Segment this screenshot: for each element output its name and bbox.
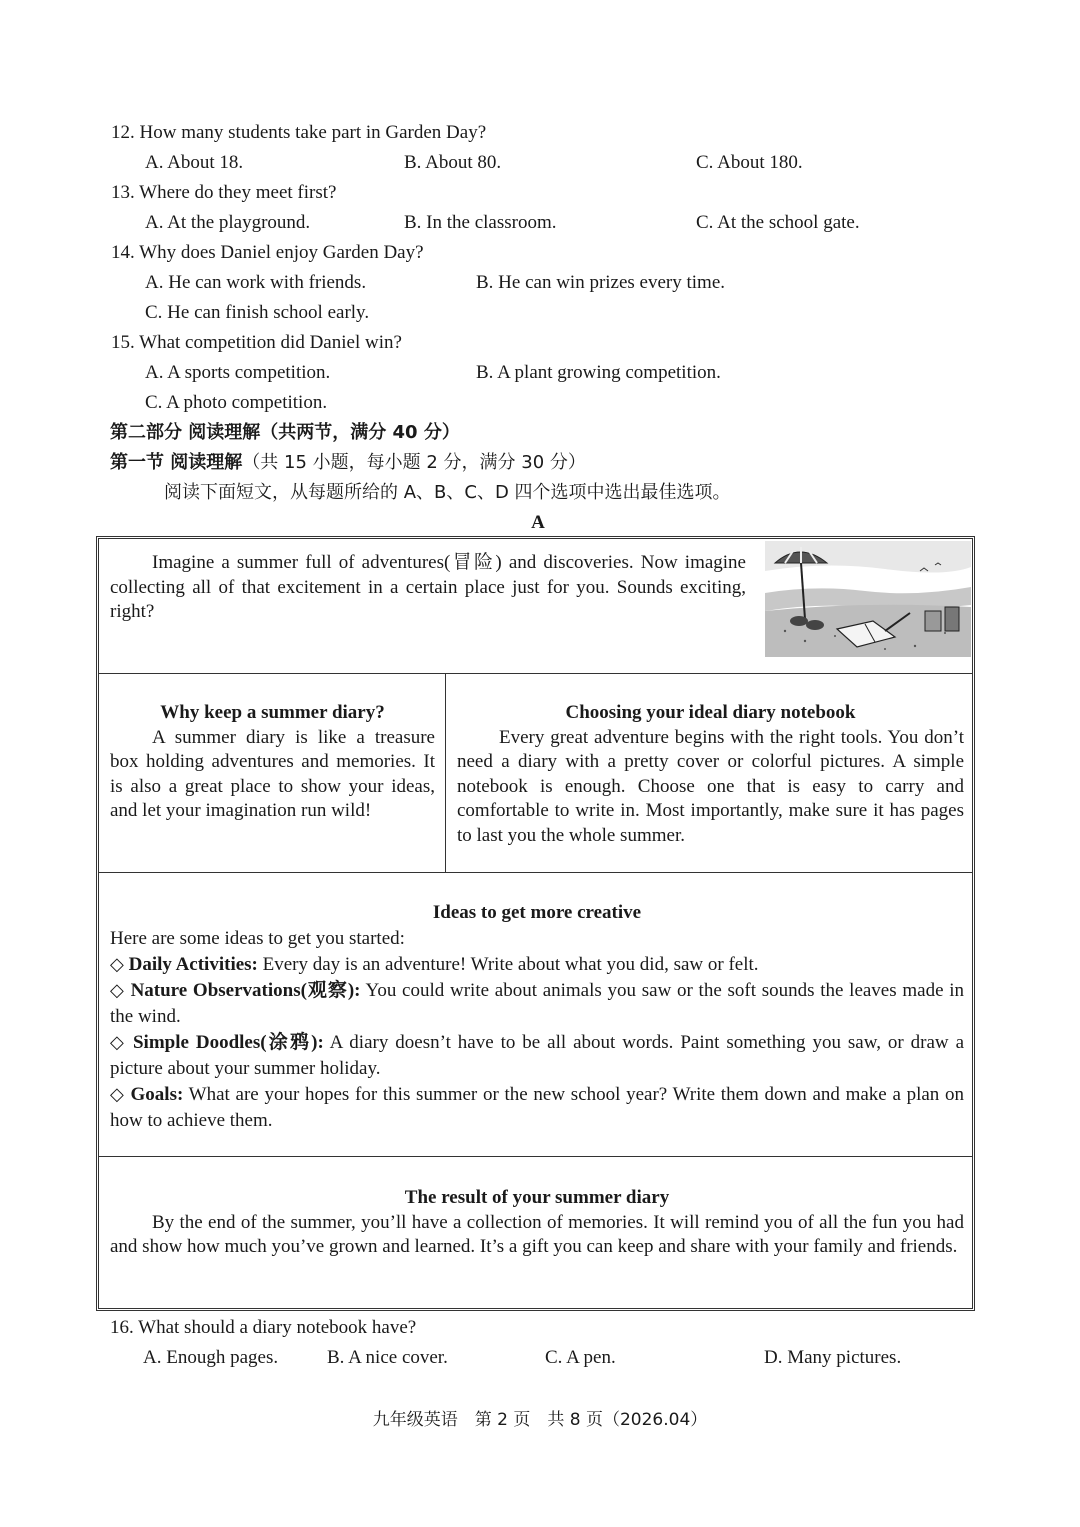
idea-simple-doodles: ◇ Simple Doodles(涂鸦): A diary doesn’t have to be all about words. Paint something you saw, or draw a picture about your summer holiday. <box>110 1032 965 1079</box>
question-13-option-b: B. In the classroom. <box>404 212 557 233</box>
section-one-title-bold: 第一节 阅读理解 <box>110 452 243 473</box>
divider-3 <box>99 1156 972 1157</box>
question-15-option-b: B. A plant growing competition. <box>476 362 721 383</box>
choosing-notebook-body: Every great adventure begins with the right tools. You don’t need a diary with a pretty cover or colorful pictures. A simple notebook is enough. Choose one that is easy to carry and comfortable to write in. Most importantly, make sure it has pages to last you the whole summer. <box>457 726 964 846</box>
reading-instruction: 阅读下面短文，从每题所给的 A、B、C、D 四个选项中选出最佳选项。 <box>164 482 731 503</box>
passage-intro: Imagine a summer full of adventures(冒险) and discoveries. Now imagine collecting all of that excitement in a certain place just for you. Sounds exciting, right? <box>110 552 746 622</box>
question-12-option-b: B. About 80. <box>404 152 502 173</box>
why-keep-body: A summer diary is like a treasure box holding adventures and memories. It is also a great place to show your ideas, and let your imagination run wild! <box>110 726 435 821</box>
diamond-icon: ◇ <box>110 1032 127 1053</box>
section-one-title <box>110 451 586 475</box>
question-16-option-c: C. A pen. <box>545 1347 616 1368</box>
question-12-stem: 12. How many students take part in Garden Day? <box>111 122 487 143</box>
choosing-notebook-section <box>457 701 964 848</box>
ideas-section <box>110 900 964 1134</box>
question-16-option-a: A. Enough pages. <box>143 1347 279 1368</box>
diamond-icon: ◇ <box>110 1084 125 1105</box>
divider-2 <box>99 872 972 873</box>
section-one-title-rest: （共 15 小题，每小题 2 分，满分 30 分） <box>242 452 586 473</box>
question-12-option-a: A. About 18. <box>145 152 244 173</box>
question-16-option-b: B. A nice cover. <box>327 1347 448 1368</box>
question-15-option-a: A. A sports competition. <box>145 362 331 383</box>
column-divider <box>445 674 446 873</box>
question-13-option-a: A. At the playground. <box>145 212 311 233</box>
question-14-option-b: B. He can win prizes every time. <box>476 272 726 293</box>
question-14-stem: 14. Why does Daniel enjoy Garden Day? <box>111 242 424 263</box>
passage-label: A <box>531 512 545 533</box>
ideas-heading: Ideas to get more creative <box>432 902 642 923</box>
divider-1 <box>99 673 972 674</box>
diamond-icon: ◇ <box>110 954 124 975</box>
question-13-option-c: C. At the school gate. <box>696 212 860 233</box>
question-14-option-c: C. He can finish school early. <box>145 302 370 323</box>
result-heading: The result of your summer diary <box>404 1187 670 1208</box>
idea-nature-observations: ◇ Nature Observations(观察): You could write about animals you saw or the soft sounds the leaves made in the wind. <box>110 980 965 1027</box>
part-two-title: 第二部分 阅读理解（共两节，满分 40 分） <box>110 422 460 443</box>
question-14-option-a: A. He can work with friends. <box>145 272 367 293</box>
choosing-notebook-heading: Choosing your ideal diary notebook <box>565 702 856 723</box>
question-13-stem: 13. Where do they meet first? <box>111 182 337 203</box>
why-keep-heading: Why keep a summer diary? <box>160 702 385 723</box>
diamond-icon: ◇ <box>110 980 125 1001</box>
question-16-stem: 16. What should a diary notebook have? <box>110 1317 417 1338</box>
ideas-lead: Here are some ideas to get you started: <box>110 928 405 949</box>
idea-goals: ◇ Goals: What are your hopes for this summer or the new school year? Write them down and make a plan on how to achieve them. <box>110 1084 965 1131</box>
question-15-stem: 15. What competition did Daniel win? <box>111 332 402 353</box>
question-16-option-d: D. Many pictures. <box>764 1347 902 1368</box>
result-body: By the end of the summer, you’ll have a collection of memories. It will remind you of all the fun you had and show how much you’ve grown and learned. It’s a gift you can keep and share with your family and friends. <box>110 1211 964 1257</box>
idea-daily-activities: ◇ Daily Activities: Every day is an adventure! Write about what you did, saw or felt. <box>110 954 759 975</box>
result-section <box>110 1186 964 1260</box>
why-keep-section <box>110 701 435 824</box>
question-15-option-c: C. A photo competition. <box>145 392 328 413</box>
question-12-option-c: C. About 180. <box>696 152 803 173</box>
page-footer: 九年级英语 第 2 页 共 8 页（2026.04） <box>372 1410 708 1430</box>
beach-diary-illustration <box>765 541 971 657</box>
